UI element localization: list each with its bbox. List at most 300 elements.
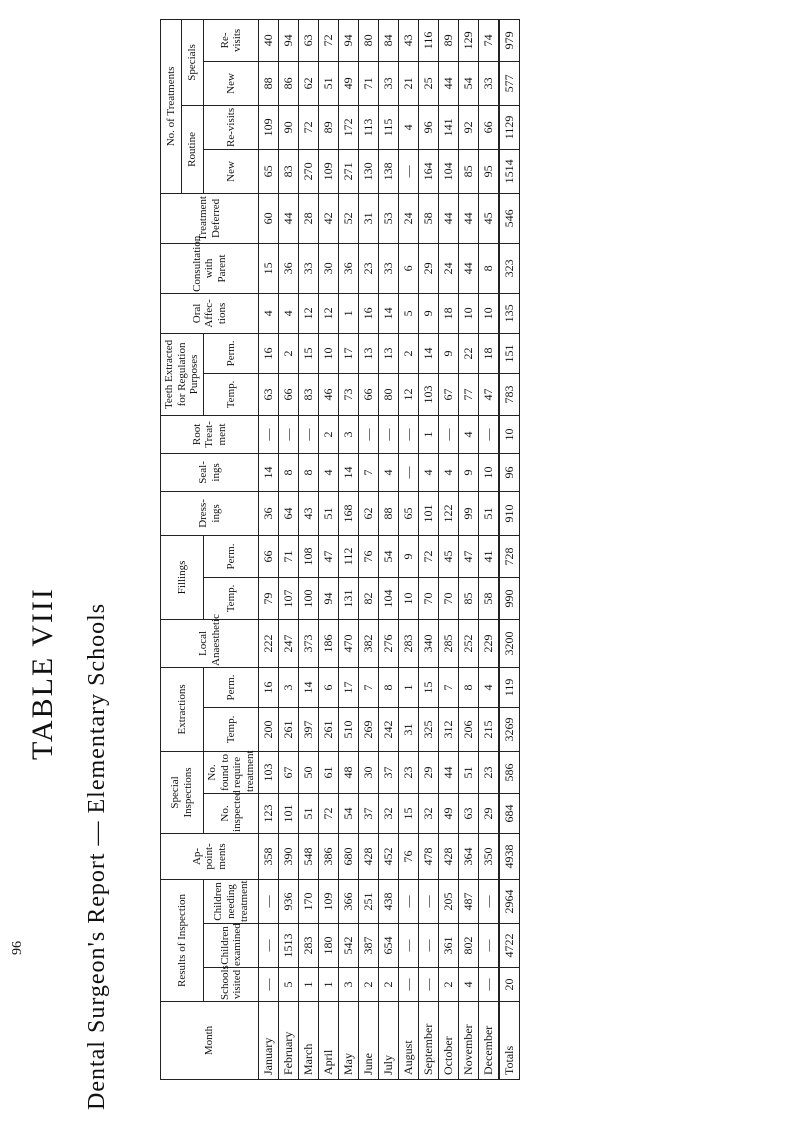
col-children-examined: Children examined xyxy=(203,924,259,968)
table-cell: 29 xyxy=(419,751,439,793)
table-cell: 115 xyxy=(379,105,399,149)
table-cell: 66 xyxy=(479,105,500,149)
table-cell: 36 xyxy=(259,491,279,535)
table-cell: 9 xyxy=(399,535,419,577)
table-cell: 83 xyxy=(299,373,319,415)
table-cell: 49 xyxy=(339,61,359,105)
table-cell: 71 xyxy=(279,535,299,577)
table-cell: 164 xyxy=(419,149,439,193)
table-cell: 350 xyxy=(479,833,500,879)
table-cell: 131 xyxy=(339,577,359,619)
table-cell: 452 xyxy=(379,833,399,879)
table-cell: 67 xyxy=(439,373,459,415)
table-cell: 103 xyxy=(419,373,439,415)
row-month: February xyxy=(279,1002,299,1080)
table-cell: 92 xyxy=(459,105,479,149)
table-cell: 7 xyxy=(439,667,459,707)
table-cell: 51 xyxy=(319,491,339,535)
table-cell: — xyxy=(399,149,419,193)
table-cell: 88 xyxy=(379,491,399,535)
totals-cell: 323 xyxy=(499,243,520,293)
table-cell: 13 xyxy=(359,333,379,373)
table-cell: 1 xyxy=(399,667,419,707)
totals-cell: 990 xyxy=(499,577,520,619)
table-cell: 3 xyxy=(339,415,359,453)
table-cell: 24 xyxy=(439,243,459,293)
col-extractions-group: Extractions xyxy=(161,667,204,751)
table-cell: 247 xyxy=(279,619,299,667)
table-cell: 66 xyxy=(259,535,279,577)
totals-cell: 783 xyxy=(499,373,520,415)
table-row xyxy=(459,19,479,1079)
table-cell: 44 xyxy=(439,193,459,243)
table-cell: 428 xyxy=(359,833,379,879)
table-body xyxy=(259,19,520,1079)
table-cell: 122 xyxy=(439,491,459,535)
table-cell: 79 xyxy=(259,577,279,619)
col-dressings: Dress-ings xyxy=(161,491,259,535)
table-cell: 33 xyxy=(379,61,399,105)
col-schools-visited: Schools visited xyxy=(203,968,259,1002)
table-cell: 44 xyxy=(439,751,459,793)
table-cell: 10 xyxy=(459,293,479,333)
table-cell: 251 xyxy=(359,879,379,923)
table-cell: 44 xyxy=(459,243,479,293)
table-cell: — xyxy=(479,879,500,923)
totals-cell: 577 xyxy=(499,61,520,105)
table-cell: 206 xyxy=(459,707,479,751)
table-cell: 1 xyxy=(419,415,439,453)
table-cell: 129 xyxy=(459,19,479,61)
table-cell: 70 xyxy=(439,577,459,619)
table-cell: 22 xyxy=(459,333,479,373)
table-cell: 229 xyxy=(479,619,500,667)
totals-cell: 1514 xyxy=(499,149,520,193)
side-heading xyxy=(18,60,138,1110)
row-month: March xyxy=(299,1002,319,1080)
col-routine-new: New xyxy=(203,149,259,193)
table-cell: 283 xyxy=(399,619,419,667)
table-cell: 52 xyxy=(339,193,359,243)
table-cell: — xyxy=(399,415,419,453)
table-cell: 23 xyxy=(479,751,500,793)
table-cell: 130 xyxy=(359,149,379,193)
table-cell: — xyxy=(259,879,279,923)
col-appointments: Ap-point-ments xyxy=(161,833,259,879)
table-cell: 108 xyxy=(299,535,319,577)
table-cell: 542 xyxy=(339,924,359,968)
table-cell: 271 xyxy=(339,149,359,193)
table-row xyxy=(379,19,399,1079)
table-cell: — xyxy=(259,968,279,1002)
table-cell: 10 xyxy=(479,293,500,333)
table-cell: 36 xyxy=(339,243,359,293)
table-cell: 4 xyxy=(419,453,439,491)
table-cell: 15 xyxy=(299,333,319,373)
col-regulation-temp: Temp. xyxy=(203,373,259,415)
table-cell: 66 xyxy=(359,373,379,415)
totals-cell: 151 xyxy=(499,333,520,373)
totals-cell: 586 xyxy=(499,751,520,793)
table-cell: — xyxy=(299,415,319,453)
table-rotation-wrapper xyxy=(160,10,760,1090)
table-cell: 16 xyxy=(259,333,279,373)
table-cell: 364 xyxy=(459,833,479,879)
table-cell: 1 xyxy=(299,968,319,1002)
table-cell: 116 xyxy=(419,19,439,61)
col-consultation: Consultation with Parent xyxy=(161,243,259,293)
totals-cell: 728 xyxy=(499,535,520,577)
table-cell: 8 xyxy=(299,453,319,491)
table-cell: 12 xyxy=(399,373,419,415)
table-cell: 2 xyxy=(359,968,379,1002)
table-cell: 4 xyxy=(439,453,459,491)
table-cell: 54 xyxy=(459,61,479,105)
table-cell: — xyxy=(419,879,439,923)
table-cell: 6 xyxy=(399,243,419,293)
table-cell: 438 xyxy=(379,879,399,923)
table-label: TABLE VIII xyxy=(26,587,59,760)
table-cell: 269 xyxy=(359,707,379,751)
table-cell: 95 xyxy=(479,149,500,193)
table-cell: 101 xyxy=(279,793,299,833)
table-cell: 44 xyxy=(459,193,479,243)
table-cell: 17 xyxy=(339,333,359,373)
table-cell: 82 xyxy=(359,577,379,619)
table-cell: 107 xyxy=(279,577,299,619)
totals-row xyxy=(499,19,520,1079)
row-month: October xyxy=(439,1002,459,1080)
table-cell: 44 xyxy=(279,193,299,243)
table-cell: 680 xyxy=(339,833,359,879)
table-cell: 8 xyxy=(379,667,399,707)
table-cell: 94 xyxy=(339,19,359,61)
col-local-anaesthetic: Local Anaesthetic xyxy=(161,619,259,667)
table-cell: 654 xyxy=(379,924,399,968)
row-month: January xyxy=(259,1002,279,1080)
table-cell: 89 xyxy=(319,105,339,149)
totals-cell: 684 xyxy=(499,793,520,833)
table-cell: 29 xyxy=(419,243,439,293)
totals-cell: 10 xyxy=(499,415,520,453)
col-specials-new: New xyxy=(203,61,259,105)
table-cell: 10 xyxy=(479,453,500,491)
table-row xyxy=(419,19,439,1079)
table-cell: 358 xyxy=(259,833,279,879)
col-routine-revisits: Re-visits xyxy=(203,105,259,149)
table-cell: — xyxy=(259,924,279,968)
table-row xyxy=(319,19,339,1079)
row-month: May xyxy=(339,1002,359,1080)
col-month: Month xyxy=(161,1002,259,1080)
table-cell: 63 xyxy=(459,793,479,833)
row-month: December xyxy=(479,1002,500,1080)
table-cell: 46 xyxy=(319,373,339,415)
col-no-inspected: No. inspected xyxy=(203,793,259,833)
table-cell: 76 xyxy=(359,535,379,577)
table-cell: 89 xyxy=(439,19,459,61)
table-cell: 12 xyxy=(299,293,319,333)
table-cell: — xyxy=(279,415,299,453)
table-cell: 2 xyxy=(319,415,339,453)
table-cell: 9 xyxy=(459,453,479,491)
table-cell: 77 xyxy=(459,373,479,415)
table-cell: 88 xyxy=(259,61,279,105)
table-cell: 270 xyxy=(299,149,319,193)
table-cell: — xyxy=(479,968,500,1002)
totals-cell: 910 xyxy=(499,491,520,535)
totals-cell: 3269 xyxy=(499,707,520,751)
table-cell: — xyxy=(379,415,399,453)
table-cell: 186 xyxy=(319,619,339,667)
table-cell: 33 xyxy=(379,243,399,293)
table-cell: 44 xyxy=(439,61,459,105)
table-cell: 168 xyxy=(339,491,359,535)
table-cell: 113 xyxy=(359,105,379,149)
table-cell: 71 xyxy=(359,61,379,105)
table-row xyxy=(439,19,459,1079)
table-cell: 487 xyxy=(459,879,479,923)
table-cell: 13 xyxy=(379,333,399,373)
table-cell: 42 xyxy=(319,193,339,243)
table-cell: — xyxy=(259,415,279,453)
col-sealings: Seal-ings xyxy=(161,453,259,491)
table-cell: 31 xyxy=(359,193,379,243)
table-cell: 5 xyxy=(279,968,299,1002)
table-cell: 215 xyxy=(479,707,500,751)
table-cell: 10 xyxy=(399,577,419,619)
table-cell: 4 xyxy=(379,453,399,491)
table-cell: 94 xyxy=(279,19,299,61)
table-cell: 63 xyxy=(259,373,279,415)
table-cell: 43 xyxy=(299,491,319,535)
col-extractions-perm: Perm. xyxy=(203,667,259,707)
table-cell: 8 xyxy=(459,667,479,707)
totals-cell: 20 xyxy=(499,968,520,1002)
table-cell: 4 xyxy=(319,453,339,491)
table-cell: 28 xyxy=(299,193,319,243)
table-cell: 47 xyxy=(479,373,500,415)
table-cell: 276 xyxy=(379,619,399,667)
col-fillings-temp: Temp. xyxy=(203,577,259,619)
table-cell: 7 xyxy=(359,667,379,707)
dental-report-table xyxy=(160,19,520,1080)
table-cell: 15 xyxy=(419,667,439,707)
table-cell: 10 xyxy=(319,333,339,373)
table-cell: 43 xyxy=(399,19,419,61)
table-cell: — xyxy=(479,924,500,968)
table-cell: 382 xyxy=(359,619,379,667)
table-cell: 390 xyxy=(279,833,299,879)
table-cell: 23 xyxy=(399,751,419,793)
col-results-group: Results of Inspection xyxy=(161,879,204,1001)
table-cell: 76 xyxy=(399,833,419,879)
col-specials-revisits: Re-visits xyxy=(203,19,259,61)
table-cell: 86 xyxy=(279,61,299,105)
table-cell: 37 xyxy=(359,793,379,833)
table-cell: 31 xyxy=(399,707,419,751)
totals-cell: 546 xyxy=(499,193,520,243)
table-cell: 50 xyxy=(299,751,319,793)
table-cell: 252 xyxy=(459,619,479,667)
table-cell: 15 xyxy=(259,243,279,293)
table-cell: 7 xyxy=(359,453,379,491)
table-cell: 4 xyxy=(479,667,500,707)
table-cell: 386 xyxy=(319,833,339,879)
table-cell: 80 xyxy=(359,19,379,61)
col-specials-group: Specials xyxy=(182,19,203,105)
table-cell: 387 xyxy=(359,924,379,968)
table-cell: 21 xyxy=(399,61,419,105)
table-cell: 428 xyxy=(439,833,459,879)
table-cell: 85 xyxy=(459,577,479,619)
table-cell: 64 xyxy=(279,491,299,535)
table-cell: — xyxy=(359,415,379,453)
col-oral-affections: Oral Affec-tions xyxy=(161,293,259,333)
table-cell: 83 xyxy=(279,149,299,193)
row-month: August xyxy=(399,1002,419,1080)
table-cell: 54 xyxy=(339,793,359,833)
table-cell: 478 xyxy=(419,833,439,879)
table-cell: 283 xyxy=(299,924,319,968)
table-cell: 138 xyxy=(379,149,399,193)
table-cell: 548 xyxy=(299,833,319,879)
table-cell: 45 xyxy=(439,535,459,577)
table-cell: 170 xyxy=(299,879,319,923)
table-cell: 36 xyxy=(279,243,299,293)
totals-cell: 3200 xyxy=(499,619,520,667)
table-row xyxy=(279,19,299,1079)
report-title: Dental Surgeon's Report — Elementary Schools xyxy=(84,602,110,1110)
table-cell: 30 xyxy=(319,243,339,293)
table-cell: 85 xyxy=(459,149,479,193)
table-cell: 9 xyxy=(419,293,439,333)
table-cell: — xyxy=(419,968,439,1002)
table-cell: 3 xyxy=(279,667,299,707)
table-cell: 24 xyxy=(399,193,419,243)
row-month: June xyxy=(359,1002,379,1080)
table-cell: 63 xyxy=(299,19,319,61)
table-cell: 366 xyxy=(339,879,359,923)
table-cell: 65 xyxy=(399,491,419,535)
table-cell: 72 xyxy=(419,535,439,577)
table-cell: 109 xyxy=(319,149,339,193)
table-cell: 361 xyxy=(439,924,459,968)
table-cell: 104 xyxy=(439,149,459,193)
table-cell: 30 xyxy=(359,751,379,793)
col-children-needing-treatment: Children needing treatment xyxy=(203,879,259,923)
table-cell: 14 xyxy=(339,453,359,491)
table-cell: 340 xyxy=(419,619,439,667)
table-cell: 2 xyxy=(439,968,459,1002)
col-teeth-regulation-group: Teeth Extracted for Regulation Purposes xyxy=(161,333,204,415)
totals-cell: 119 xyxy=(499,667,520,707)
table-cell: — xyxy=(399,453,419,491)
table-cell: 33 xyxy=(479,61,500,105)
table-cell: 1 xyxy=(339,293,359,333)
table-cell: 222 xyxy=(259,619,279,667)
table-cell: 54 xyxy=(379,535,399,577)
table-cell: 312 xyxy=(439,707,459,751)
table-cell: 470 xyxy=(339,619,359,667)
table-cell: 23 xyxy=(359,243,379,293)
table-cell: — xyxy=(419,924,439,968)
table-cell: 51 xyxy=(459,751,479,793)
row-month: September xyxy=(419,1002,439,1080)
table-cell: 1513 xyxy=(279,924,299,968)
table-cell: 200 xyxy=(259,707,279,751)
table-cell: 18 xyxy=(439,293,459,333)
col-treatments-group: No. of Treatments xyxy=(161,19,182,193)
totals-cell: 1129 xyxy=(499,105,520,149)
table-cell: 53 xyxy=(379,193,399,243)
table-cell: 58 xyxy=(479,577,500,619)
table-cell: 9 xyxy=(439,333,459,373)
table-cell: 14 xyxy=(379,293,399,333)
table-cell: 72 xyxy=(299,105,319,149)
table-row xyxy=(259,19,279,1079)
table-cell: — xyxy=(399,879,419,923)
totals-cell: 4938 xyxy=(499,833,520,879)
table-cell: 936 xyxy=(279,879,299,923)
table-cell: 14 xyxy=(419,333,439,373)
totals-cell: 4722 xyxy=(499,924,520,968)
table-row xyxy=(399,19,419,1079)
table-cell: 4 xyxy=(399,105,419,149)
table-cell: 109 xyxy=(259,105,279,149)
col-regulation-perm: Perm. xyxy=(203,333,259,373)
totals-label: Totals xyxy=(499,1002,520,1080)
table-cell: 100 xyxy=(299,577,319,619)
table-cell: — xyxy=(399,968,419,1002)
table-cell: 62 xyxy=(299,61,319,105)
table-cell: 67 xyxy=(279,751,299,793)
table-cell: 48 xyxy=(339,751,359,793)
totals-cell: 2964 xyxy=(499,879,520,923)
table-cell: 373 xyxy=(299,619,319,667)
table-cell: 32 xyxy=(419,793,439,833)
table-cell: 14 xyxy=(299,667,319,707)
table-cell: 397 xyxy=(299,707,319,751)
table-cell: 8 xyxy=(279,453,299,491)
table-cell: 61 xyxy=(319,751,339,793)
table-cell: 33 xyxy=(299,243,319,293)
table-cell: 37 xyxy=(379,751,399,793)
table-cell: 510 xyxy=(339,707,359,751)
page-number: 96 xyxy=(10,941,25,955)
table-cell: 99 xyxy=(459,491,479,535)
row-month: July xyxy=(379,1002,399,1080)
table-cell: 2 xyxy=(379,968,399,1002)
table-cell: 123 xyxy=(259,793,279,833)
table-cell: 15 xyxy=(399,793,419,833)
table-cell: 40 xyxy=(259,19,279,61)
totals-cell: 979 xyxy=(499,19,520,61)
table-cell: 90 xyxy=(279,105,299,149)
table-cell: 49 xyxy=(439,793,459,833)
table-cell: 45 xyxy=(479,193,500,243)
table-cell: 112 xyxy=(339,535,359,577)
table-cell: 8 xyxy=(479,243,500,293)
totals-cell: 96 xyxy=(499,453,520,491)
table-cell: 18 xyxy=(479,333,500,373)
table-cell: 261 xyxy=(279,707,299,751)
col-fillings-group: Fillings xyxy=(161,535,204,619)
header-row-1 xyxy=(161,19,182,1079)
table-cell: 72 xyxy=(319,793,339,833)
table-cell: 2 xyxy=(279,333,299,373)
table-cell: 96 xyxy=(419,105,439,149)
